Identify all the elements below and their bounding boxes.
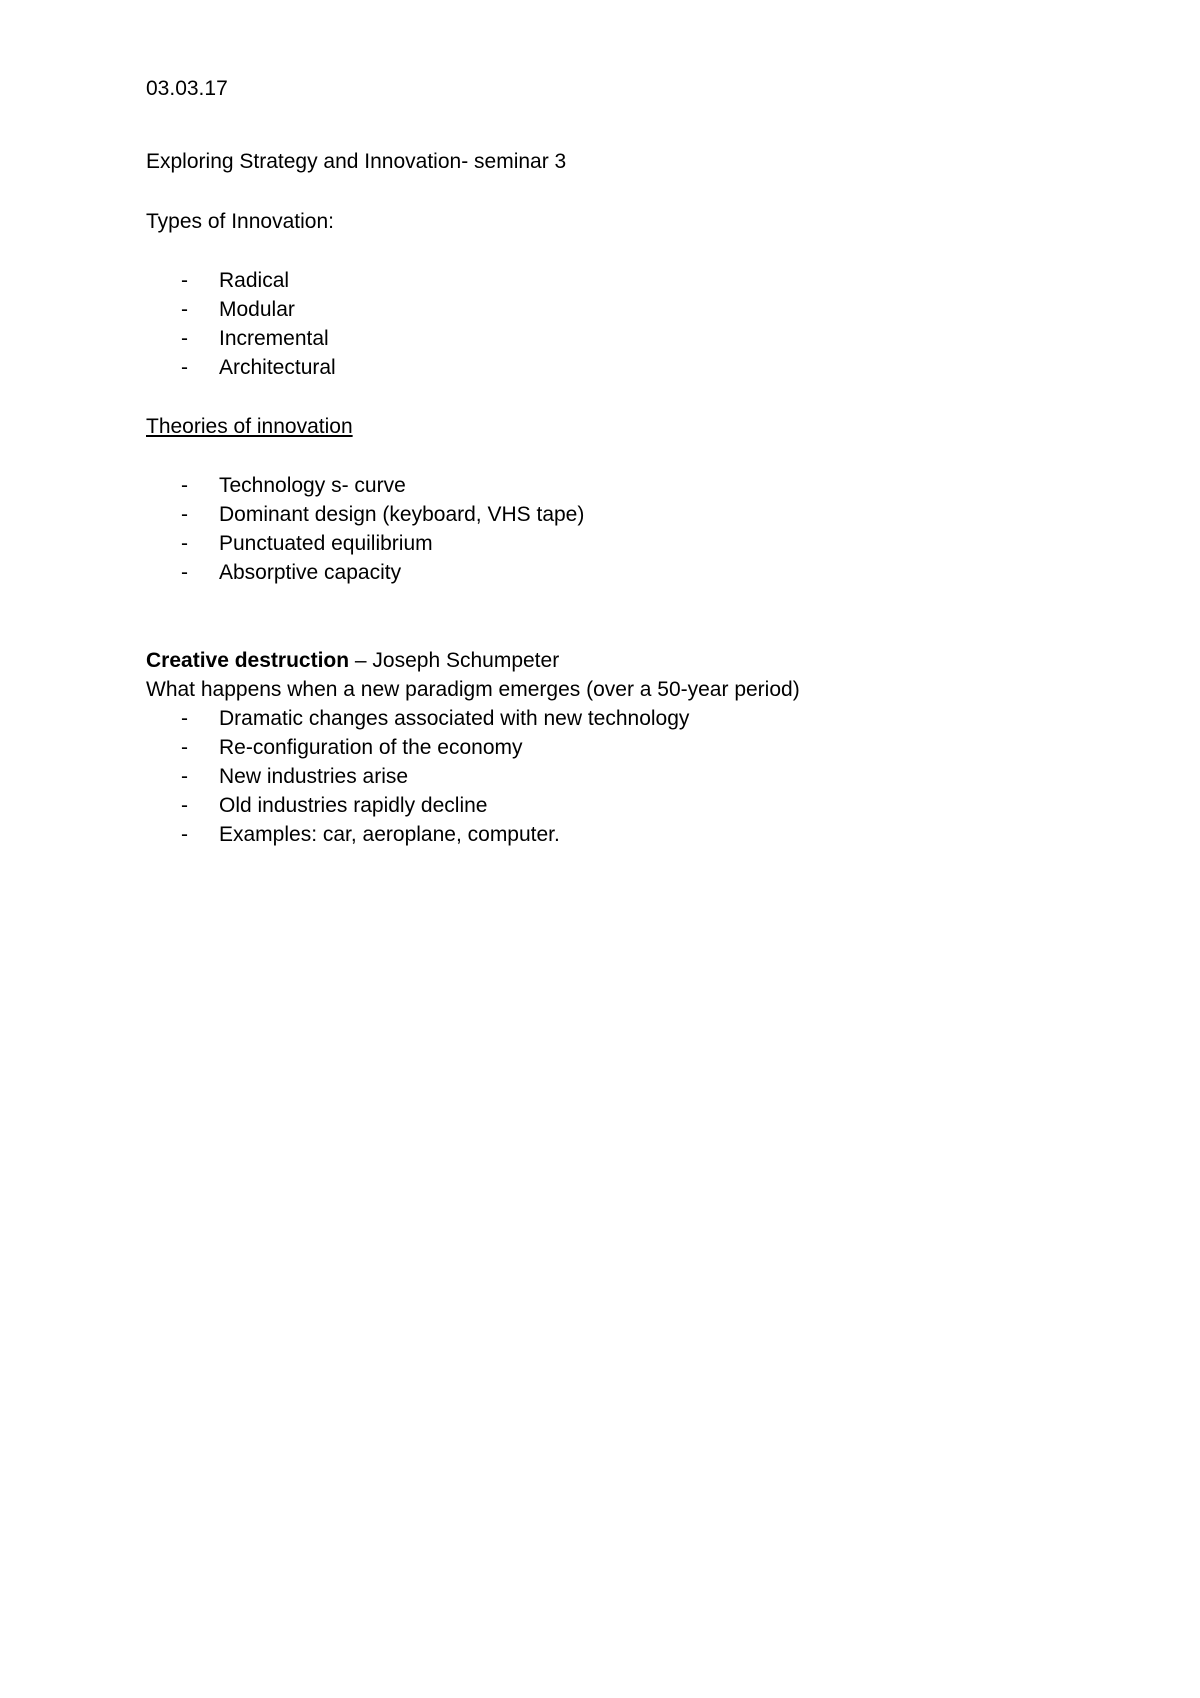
theories-of-innovation-heading: Theories of innovation (146, 415, 353, 438)
list-item-text: Radical (219, 269, 290, 292)
creative-destruction-term: Creative destruction (146, 649, 350, 672)
list-item-text: Absorptive capacity (219, 561, 402, 584)
list-item-text: Re-configuration of the economy (219, 736, 523, 759)
creative-destruction-author: – Joseph Schumpeter (349, 649, 560, 672)
list-item (146, 529, 1126, 558)
dash-bullet: - (181, 503, 188, 526)
creative-destruction-list (146, 704, 1126, 849)
list-item (146, 266, 1126, 295)
list-item (146, 471, 1126, 500)
dash-bullet: - (181, 765, 188, 788)
list-item-text: Punctuated equilibrium (219, 532, 433, 555)
dash-bullet: - (181, 474, 188, 497)
types-of-innovation-heading: Types of Innovation: (146, 210, 334, 233)
dash-bullet: - (181, 736, 188, 759)
creative-destruction-description: What happens when a new paradigm emerges (over a 50-year period) (146, 678, 800, 701)
list-item-text: Technology s- curve (219, 474, 406, 497)
list-item (146, 820, 1126, 849)
list-item-text: Old industries rapidly decline (219, 794, 488, 817)
dash-bullet: - (181, 327, 188, 350)
list-item (146, 704, 1126, 733)
document-date: 03.03.17 (146, 77, 228, 100)
dash-bullet: - (181, 269, 188, 292)
list-item (146, 762, 1126, 791)
list-item-text: Architectural (219, 356, 336, 379)
list-item (146, 295, 1126, 324)
dash-bullet: - (181, 532, 188, 555)
list-item (146, 353, 1126, 382)
document-title: Exploring Strategy and Innovation- seminar 3 (146, 150, 567, 173)
list-item-text: Dominant design (keyboard, VHS tape) (219, 503, 585, 526)
types-of-innovation-list (146, 266, 1126, 382)
list-item (146, 324, 1126, 353)
list-item-text: Examples: car, aeroplane, computer. (219, 823, 560, 846)
theories-of-innovation-list (146, 471, 1126, 587)
list-item (146, 733, 1126, 762)
list-item-text: Modular (219, 298, 295, 321)
list-item-text: Dramatic changes associated with new technology (219, 707, 690, 730)
dash-bullet: - (181, 356, 188, 379)
dash-bullet: - (181, 561, 188, 584)
dash-bullet: - (181, 298, 188, 321)
dash-bullet: - (181, 707, 188, 730)
list-item (146, 500, 1126, 529)
dash-bullet: - (181, 823, 188, 846)
document-content (146, 74, 1126, 849)
list-item-text: Incremental (219, 327, 329, 350)
creative-destruction-heading (146, 646, 1126, 675)
list-item (146, 558, 1126, 587)
list-item (146, 791, 1126, 820)
list-item-text: New industries arise (219, 765, 409, 788)
dash-bullet: - (181, 794, 188, 817)
